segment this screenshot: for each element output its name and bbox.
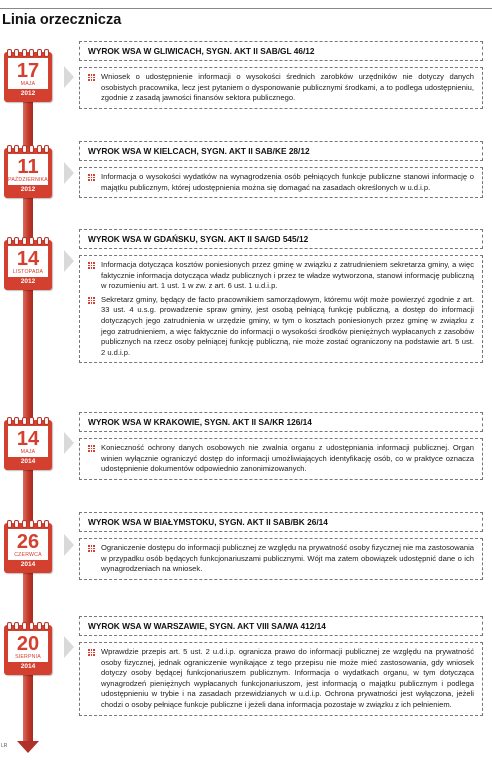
pointer-arrow <box>64 162 74 184</box>
pointer-arrow <box>64 636 74 658</box>
calendar-day: 17 <box>16 60 40 82</box>
calendar-icon <box>4 420 52 470</box>
grid-bullet-icon <box>88 174 95 181</box>
calendar-year: 2012 <box>20 90 36 97</box>
pointer-arrow <box>64 66 74 88</box>
ruling-heading: WYROK WSA W WARSZAWIE, SYGN. AKT VIII SA/WA 412/14 <box>79 616 483 636</box>
calendar-day: 11 <box>17 156 39 178</box>
calendar-month: LISTOPADA <box>12 269 44 275</box>
timeline-arrow-tip <box>17 741 39 753</box>
grid-bullet-icon <box>88 545 95 552</box>
ruling-body <box>79 438 483 480</box>
calendar-month: MAJA <box>20 449 36 455</box>
pointer-arrow <box>64 250 74 272</box>
ruling-body <box>79 67 483 109</box>
ruling-body <box>79 255 483 363</box>
calendar-year: 2014 <box>20 458 36 465</box>
calendar-day: 14 <box>16 428 40 450</box>
ruling-paragraph: Wprawdzie przepis art. 5 ust. 2 u.d.i.p. ogranicza prawo do informacji publicznej ze względu na prywatność osoby fizycznej, jednak ograniczenie wynikające z tego przepisu nie może mieć zastosowania, gdy wniosek dotyczy osoby będącej funkcjonariuszem publicznym. Informacja o wydatkach organu, w tym dotycząca wynagrodzeń pieniężnych wypłacanych funkcjonariuszom, jest informacją o majątku publicznym i podlega udostępnieniu w trybie i na zasadach przewidzianych w u.d.i.p. Ochrona prywatności jest wyłączona, jeżeli chodzi o osoby pełniące funkcje publiczne i jeżeli dana informacja pozostaje w związku z ich pełnieniem. <box>88 647 474 711</box>
calendar-month: PAŹDZIERNIKA <box>8 177 48 183</box>
ruling-entry <box>79 229 483 363</box>
ruling-paragraph: Wniosek o udostępnienie informacji o wysokości średnich zarobków urzędników nie dotyczy danych osobistych pracownika, lecz jest pytaniem o dysponowanie publicznymi środkami, a to podlega udostępnieniu, zgodnie z zasadą jawności finansów sektora publicznego. <box>88 72 474 104</box>
ruling-heading: WYROK WSA W GLIWICACH, SYGN. AKT II SAB/GL 46/12 <box>79 41 483 61</box>
ruling-heading: WYROK WSA W KIELCACH, SYGN. AKT II SAB/KE 28/12 <box>79 141 483 161</box>
ruling-entry <box>79 512 483 580</box>
calendar-year: 2014 <box>20 561 36 568</box>
ruling-paragraph: Ograniczenie dostępu do informacji publicznej ze względu na prywatność osoby fizycznej nie ma zastosowania w przypadku osób będących funkcjonariuszami publicznymi. Wójt ma zatem obowiązek udostępnić dane o ich wynagrodzeniach na wniosek. <box>88 543 474 575</box>
ruling-paragraph: Sekretarz gminy, będący de facto pracownikiem samorządowym, któremu wójt może powierzyć zgodnie z art. 33 ust. 4 u.s.g. prowadzenie spraw gminy, jest osobą pełniącą funkcję publiczną, a dostęp do informacji dotyczących jego zatrudnienia w urzędzie gminy, w tym o kosztach poniesionych przez gminę w związku z jego zatrudnieniem, a więc faktycznie do informacji o wysokości środków pieniężnych wypłacanych z zasobów publicznych na rzecz osoby pełniącej funkcję publiczną, nie może zostać ograniczony na podstawie art. 5 ust. 2 u.d.i.p. <box>88 295 474 359</box>
calendar-year: 2012 <box>20 278 36 285</box>
calendar-month: MAJA <box>20 81 36 87</box>
ruling-paragraph: Informacja dotycząca kosztów poniesionych przez gminę w związku z zatrudnieniem sekretarza gminy, a więc faktycznie informacja dotycząca władz publicznych i przez te władze wytworzona, stanowi informację publiczną w rozumieniu art. 1 ust. 1 w zw. z art. 6 ust. 1 u.d.i.p. <box>88 260 474 292</box>
ruling-entry <box>79 616 483 716</box>
calendar-day: 14 <box>16 248 40 270</box>
calendar-year: 2012 <box>20 186 36 193</box>
ruling-paragraph: Informacja o wysokości wydatków na wynagrodzenia osób pełniących funkcje publiczne stanowi informację o majątku publicznym, której udostępnienia można się domagać na zasadach określonych w u.d.i.p. <box>88 172 474 193</box>
calendar-month: SIERPNIA <box>15 654 41 660</box>
top-rule <box>0 8 492 9</box>
author-credit: LR <box>1 743 8 749</box>
calendar-day: 20 <box>16 633 40 655</box>
calendar-month: CZERWCA <box>14 552 42 558</box>
pointer-arrow <box>64 432 74 454</box>
ruling-entry <box>79 141 483 198</box>
ruling-heading: WYROK WSA W GDAŃSKU, SYGN. AKT II SA/GD 545/12 <box>79 229 483 249</box>
ruling-heading: WYROK WSA W BIAŁYMSTOKU, SYGN. AKT II SAB/BK 26/14 <box>79 512 483 532</box>
calendar-icon <box>4 52 52 102</box>
ruling-body <box>79 167 483 198</box>
grid-bullet-icon <box>88 297 95 304</box>
calendar-icon <box>4 240 52 290</box>
ruling-heading: WYROK WSA W KRAKOWIE, SYGN. AKT II SA/KR 126/14 <box>79 412 483 432</box>
ruling-body <box>79 538 483 580</box>
ruling-entry <box>79 412 483 480</box>
page-title: Linia orzecznicza <box>2 12 122 28</box>
calendar-day: 26 <box>16 531 40 553</box>
calendar-icon <box>4 148 52 198</box>
ruling-entry <box>79 41 483 109</box>
ruling-body <box>79 642 483 716</box>
grid-bullet-icon <box>88 649 95 656</box>
calendar-icon <box>4 625 52 675</box>
ruling-paragraph: Konieczność ochrony danych osobowych nie zwalnia organu z udostępniania informacji publicznej. Organ winien wyłącznie ograniczyć dostęp do informacji umożliwiających identyfikację osób, co w praktyce oznacza udostępnienie dokumentów odpowiednio zanonimizowanych. <box>88 443 474 475</box>
grid-bullet-icon <box>88 262 95 269</box>
grid-bullet-icon <box>88 74 95 81</box>
calendar-year: 2014 <box>20 663 36 670</box>
pointer-arrow <box>64 534 74 556</box>
calendar-icon <box>4 523 52 573</box>
grid-bullet-icon <box>88 445 95 452</box>
